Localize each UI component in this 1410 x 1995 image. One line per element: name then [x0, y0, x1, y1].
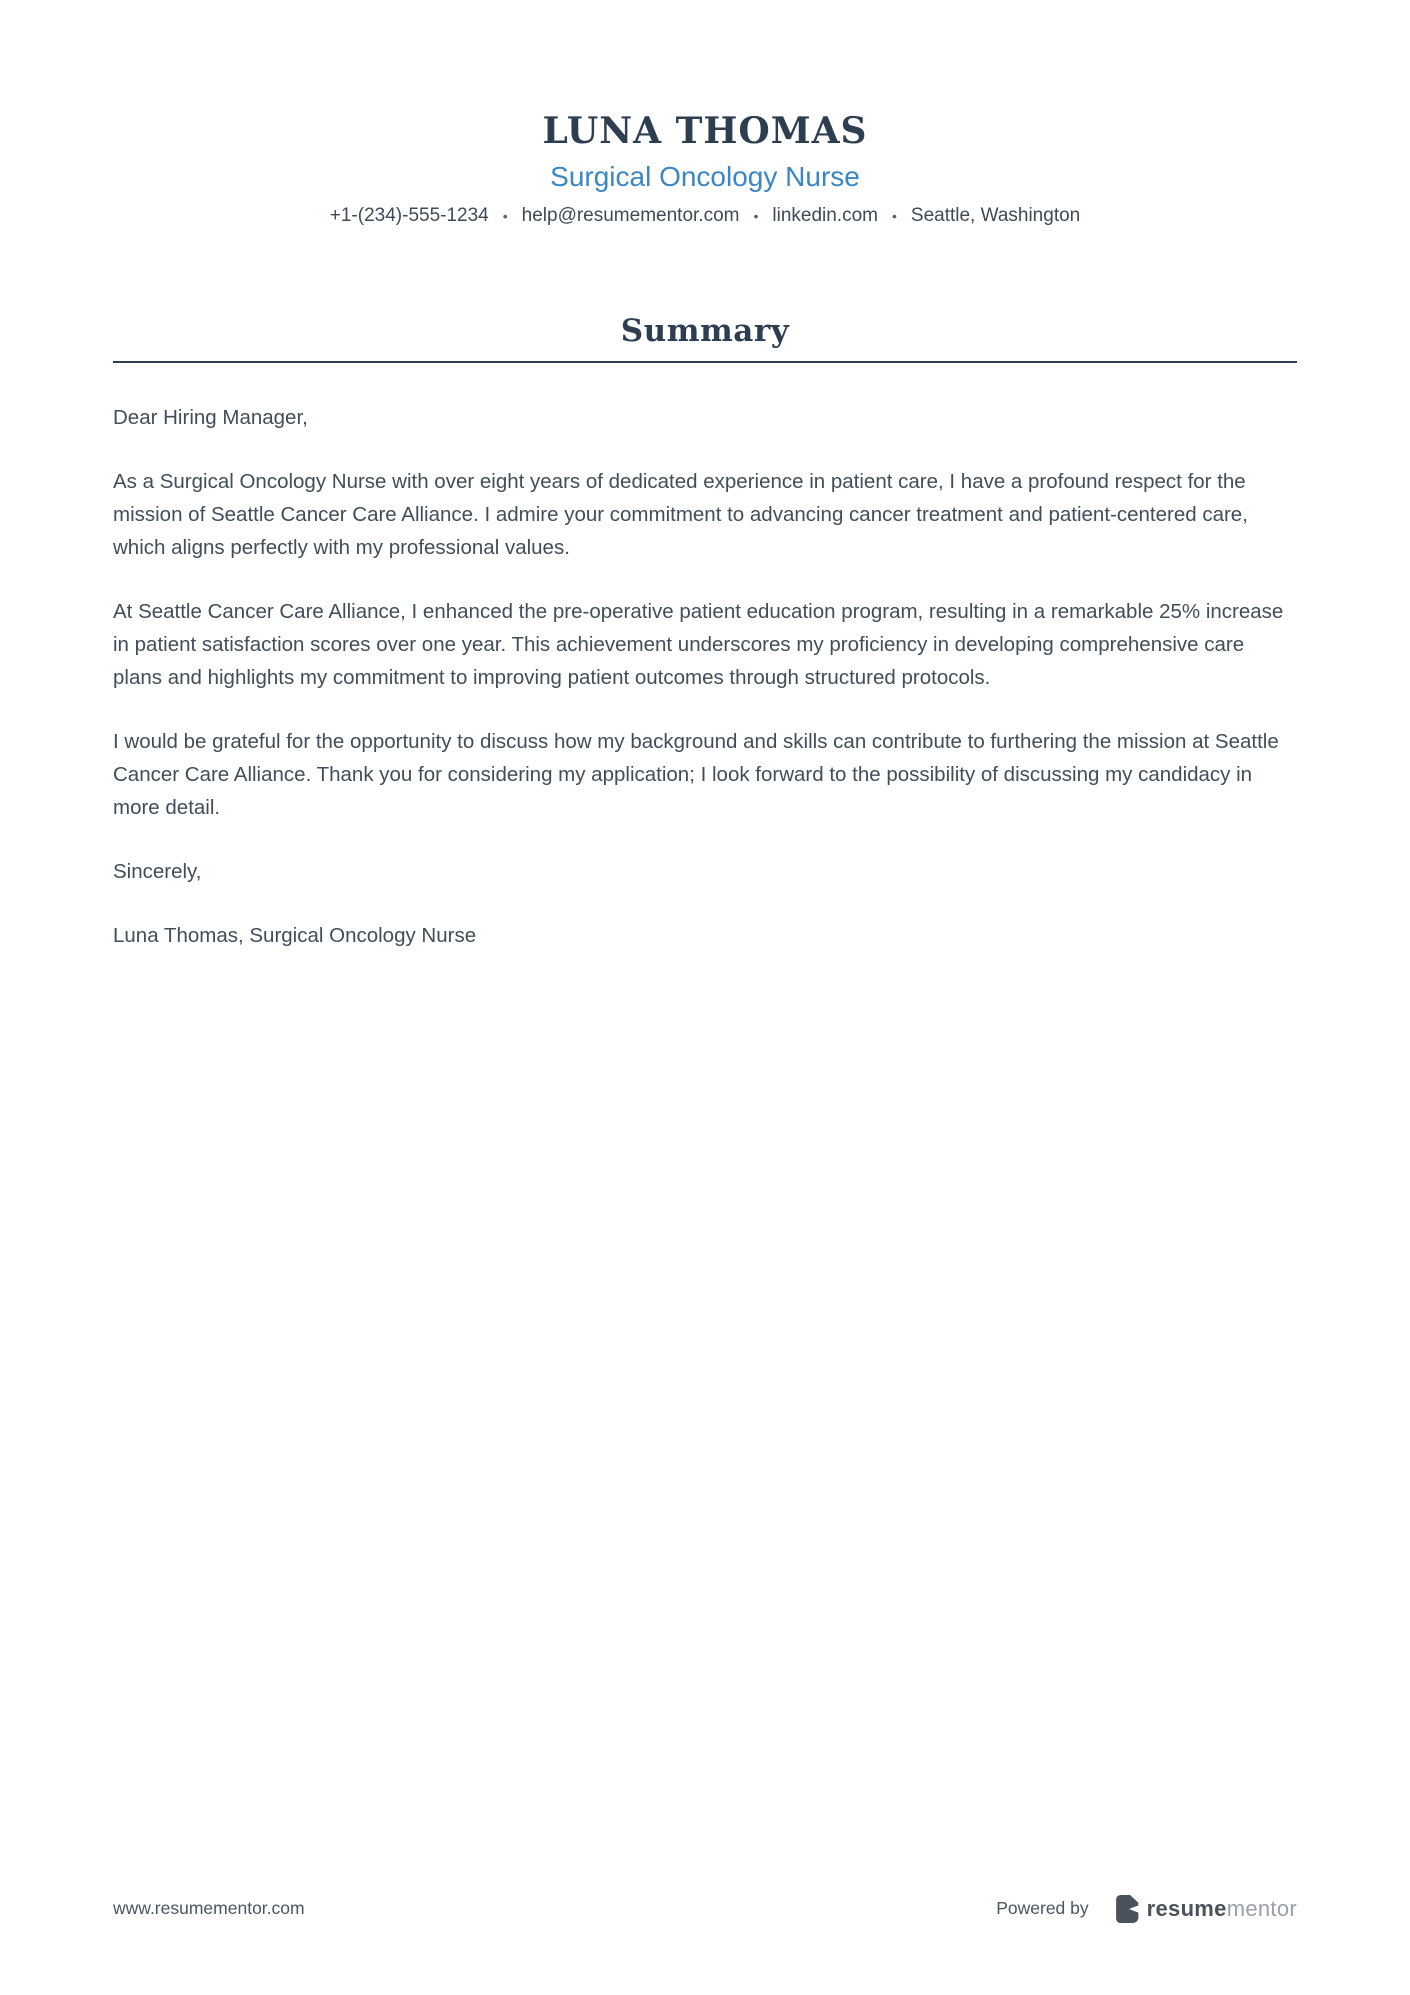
powered-by-label: Powered by: [996, 1898, 1089, 1918]
job-title: Surgical Oncology Nurse: [550, 160, 860, 192]
closing: Sincerely,: [113, 860, 202, 884]
section-heading: Summary: [620, 313, 790, 350]
bullet-separator: •: [891, 208, 897, 225]
contact-linkedin: linkedin.com: [772, 205, 878, 227]
contact-email: help@resumementor.com: [521, 205, 740, 227]
bullet-separator: •: [753, 208, 759, 225]
letter-paragraph: I would be grateful for the opportunity to discuss how my background and skills can contribute to furthering the mission at Seattle Cancer Care Alliance. Thank you for considering my application; I look forward to the possibility of discussing my candidacy in more detail.: [113, 730, 1279, 820]
contact-location: Seattle, Washington: [910, 205, 1081, 227]
candidate-name: LUNA THOMAS: [542, 110, 868, 152]
salutation: Dear Hiring Manager,: [113, 406, 308, 430]
logo-text: [1147, 1896, 1297, 1922]
contact-row: [113, 205, 1297, 227]
logo-text-resume: resume: [1146, 1895, 1227, 1921]
page-footer: [113, 1894, 1297, 1923]
logo-text-mentor: mentor: [1226, 1895, 1297, 1921]
powered-by: [996, 1894, 1297, 1923]
resumementor-logo[interactable]: [1115, 1894, 1297, 1923]
section-divider: [113, 361, 1297, 363]
letter-header: [113, 112, 1297, 227]
footer-website-link[interactable]: www.resumementor.com: [113, 1898, 305, 1918]
letter-paragraph: At Seattle Cancer Care Alliance, I enhanced the pre-operative patient education program, resulting in a remarkable 25% increase in patient satisfaction scores over one year. This achievement underscores my proficiency in developing comprehensive care plans and highlights my commitment to improving patient outcomes through structured protocols.: [113, 600, 1284, 690]
resumementor-logo-icon: [1115, 1894, 1140, 1923]
letter-body: [113, 401, 1297, 952]
letter-paragraph: As a Surgical Oncology Nurse with over eight years of dedicated experience in patient care, I have a profound respect for the mission of Seattle Cancer Care Alliance. I admire your commitment to advancing cancer treatment and patient-centered care, which aligns perfectly with my professional values.: [113, 470, 1248, 560]
signature: Luna Thomas, Surgical Oncology Nurse: [113, 924, 477, 948]
contact-phone: +1-(234)-555-1234: [329, 205, 489, 227]
bullet-separator: •: [502, 208, 508, 225]
summary-section: [113, 313, 1297, 952]
